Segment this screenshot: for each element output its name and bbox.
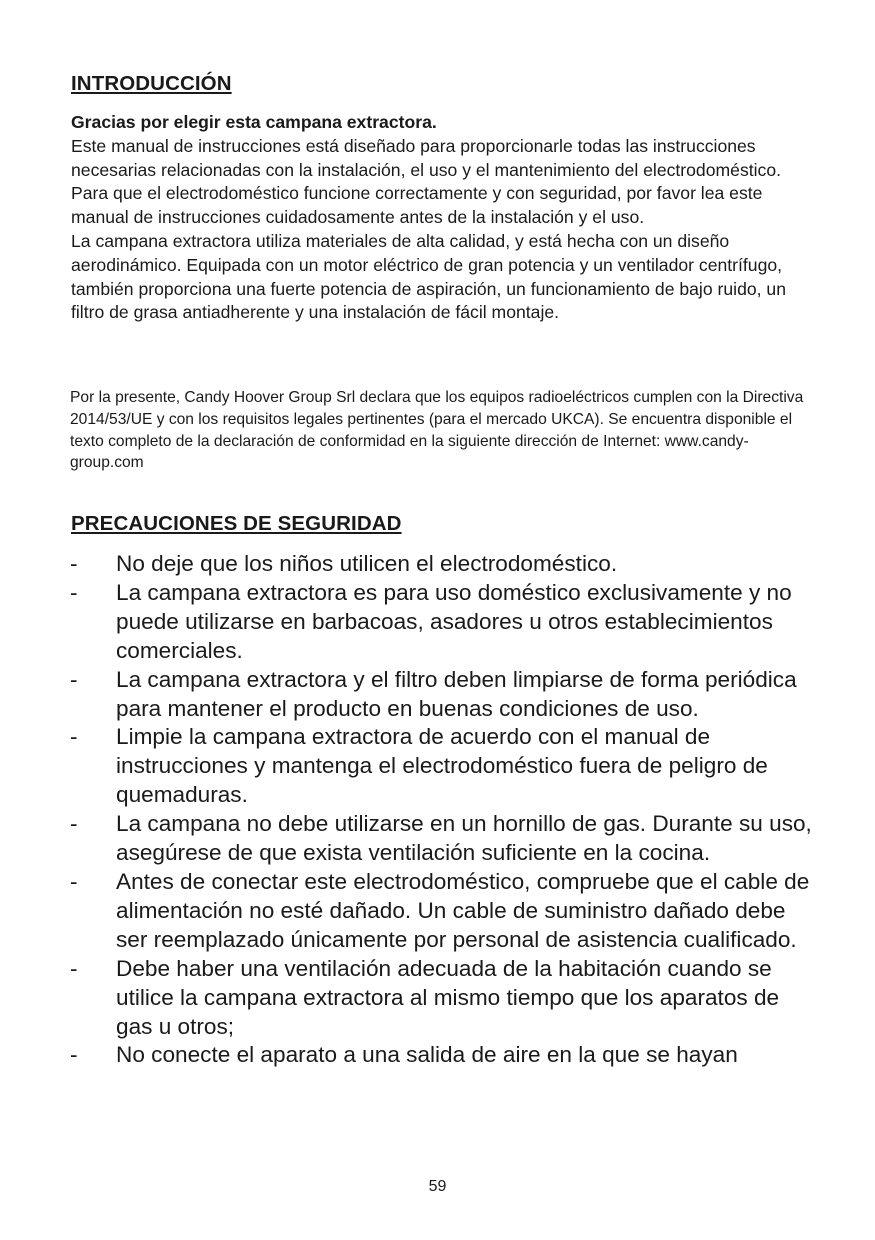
safety-item	[70, 666, 815, 724]
safety-item-text: Limpie la campana extractora de acuerdo con el manual de instrucciones y mantenga el electrodoméstico fuera de peligro de quemaduras.	[116, 724, 768, 808]
safety-item	[70, 579, 815, 666]
introduction-paragraph-2: La campana extractora utiliza materiales de alta calidad, y está hecha con un diseño aerodinámico. Equipada con un motor eléctrico de gran potencia y un ventilador centrífugo, también proporciona una fuerte potencia de aspiración, un funcionamiento de bajo ruido, un filtro de grasa antiadherente y una instalación de fácil montaje.	[71, 230, 786, 323]
dash-marker: -	[70, 666, 78, 692]
dash-marker: -	[70, 955, 78, 981]
safety-item	[70, 723, 815, 810]
safety-item-text: No deje que los niños utilicen el electrodoméstico.	[116, 551, 618, 576]
dash-marker: -	[70, 1042, 78, 1068]
dash-marker: -	[70, 868, 78, 894]
safety-list	[70, 550, 815, 1070]
safety-item-text: No conecte el aparato a una salida de aire en la que se hayan	[116, 1042, 738, 1068]
safety-item-text: Debe haber una ventilación adecuada de la habitación cuando se utilice la campana extractora al mismo tiempo que los aparatos de gas u otros;	[116, 955, 780, 1039]
safety-item-text: Antes de conectar este electrodoméstico, compruebe que el cable de alimentación no esté dañado. Un cable de suministro dañado debe ser reemplazado únicamente por personal de asistencia cualificado.	[116, 868, 810, 952]
safety-item-text: La campana extractora y el filtro deben limpiarse de forma periódica para mantener el producto en buenas condiciones de uso.	[116, 666, 797, 721]
dash-marker: -	[70, 724, 78, 750]
introduction-paragraph-1: Este manual de instrucciones está diseñado para proporcionarle todas las instrucciones necesarias relacionadas con la instalación, el uso y el mantenimiento del electrodoméstico. Para que el electrodoméstico funcione correctamente y con seguridad, por favor lea este manual de instrucciones cuidadosamente antes de la instalación y el uso.	[71, 135, 782, 228]
safety-item	[70, 810, 815, 868]
introduction-lead: Gracias por elegir esta campana extractora.	[71, 112, 437, 132]
safety-item	[70, 1041, 815, 1070]
introduction-body	[71, 111, 811, 325]
introduction-heading: INTRODUCCIÓN	[71, 72, 232, 95]
dash-marker: -	[70, 811, 78, 837]
conformity-text: Por la presente, Candy Hoover Group Srl declara que los equipos radioeléctricos cumplen con la Directiva 2014/53/UE y con los requisitos legales pertinentes (para el mercado UKCA). Se encuentra disponible el texto completo de la declaración de conformidad en la siguiente dirección de Internet: www.candy-group.com	[70, 389, 804, 472]
safety-heading: PRECAUCIONES DE SEGURIDAD	[71, 512, 402, 535]
dash-marker: -	[70, 551, 78, 576]
safety-item-text: La campana extractora es para uso doméstico exclusivamente y no puede utilizarse en barbacoas, asadores u otros establecimientos comerciales.	[116, 579, 792, 663]
conformity-declaration	[70, 387, 810, 474]
safety-item	[70, 955, 815, 1042]
safety-item	[70, 550, 815, 579]
dash-marker: -	[70, 579, 78, 605]
page-number: 59	[428, 1178, 447, 1195]
safety-item	[70, 868, 815, 955]
safety-item-text: La campana no debe utilizarse en un hornillo de gas. Durante su uso, asegúrese de que exista ventilación suficiente en la cocina.	[116, 811, 812, 866]
